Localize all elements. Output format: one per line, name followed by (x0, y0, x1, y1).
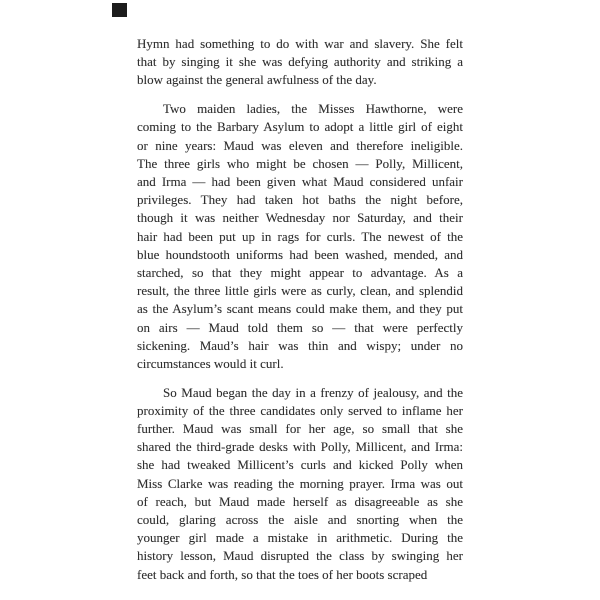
text-line: further. Maud was small for her age, so small that she (137, 421, 463, 437)
text-line: though it was neither Wednesday nor Saturday, and their (137, 210, 463, 226)
text-line: Hymn had something to do with war and slavery. She felt (137, 36, 463, 51)
text-line: feet back and forth, so that the toes of her boots scraped (137, 566, 428, 582)
text-line: of reach, but Maud made herself as disagreeable as she (137, 493, 463, 509)
text-line: proximity of the three candidates only served to inflame her (137, 402, 463, 418)
text-line: sickening. Maud’s hair was thin and wispy; under no (137, 337, 463, 353)
text-line: on airs — Maud told them so — that were perfectly (137, 319, 463, 335)
paragraph (137, 384, 463, 584)
text-line: The three girls who might be chosen — Polly, Millicent, (137, 155, 463, 171)
text-line: younger girl made a mistake in arithmetic. During the (137, 530, 463, 546)
text-line: that by singing it she was defying authority and striking a (137, 54, 463, 70)
text-line: history lesson, Maud disrupted the class by swinging her (137, 548, 463, 564)
text-line: or nine years: Maud was eleven and therefore ineligible. (137, 137, 463, 153)
text-line: shared the third-grade desks with Polly, Millicent, and Irma: (137, 439, 463, 455)
text-line: could, glaring across the aisle and snorting when the (137, 512, 463, 528)
text-line: blow against the general awfulness of the day. (137, 72, 377, 88)
text-line: Two maiden ladies, the Misses Hawthorne, were (163, 101, 463, 117)
paragraph (137, 35, 463, 90)
text-line: as the Asylum’s scant means could make them, and they put (137, 301, 463, 317)
text-line: hair had been put up in rags for curls. The newest of the (137, 228, 463, 244)
text-line: she had tweaked Millicent’s curls and kicked Polly when (137, 457, 463, 473)
text-line: circumstances would it curl. (137, 355, 284, 371)
paragraph (137, 100, 463, 373)
text-line: starched, so that they might appear to advantage. As a (137, 264, 463, 280)
text-line: result, the three little girls were as curly, clean, and splendid (137, 283, 463, 299)
text-line: Miss Clarke was reading the morning prayer. Irma was out (137, 475, 463, 491)
text-line: blue houndstooth uniforms had been washed, mended, and (137, 246, 463, 262)
corner-mark-square (112, 3, 127, 17)
body-text-block (137, 35, 463, 584)
text-line: and Irma — had been given what Maud considered unfair (137, 173, 463, 189)
text-line: So Maud began the day in a frenzy of jealousy, and the (163, 384, 463, 400)
text-line: coming to the Barbary Asylum to adopt a little girl of eight (137, 119, 463, 135)
text-line: privileges. They had taken hot baths the night before, (137, 192, 463, 208)
